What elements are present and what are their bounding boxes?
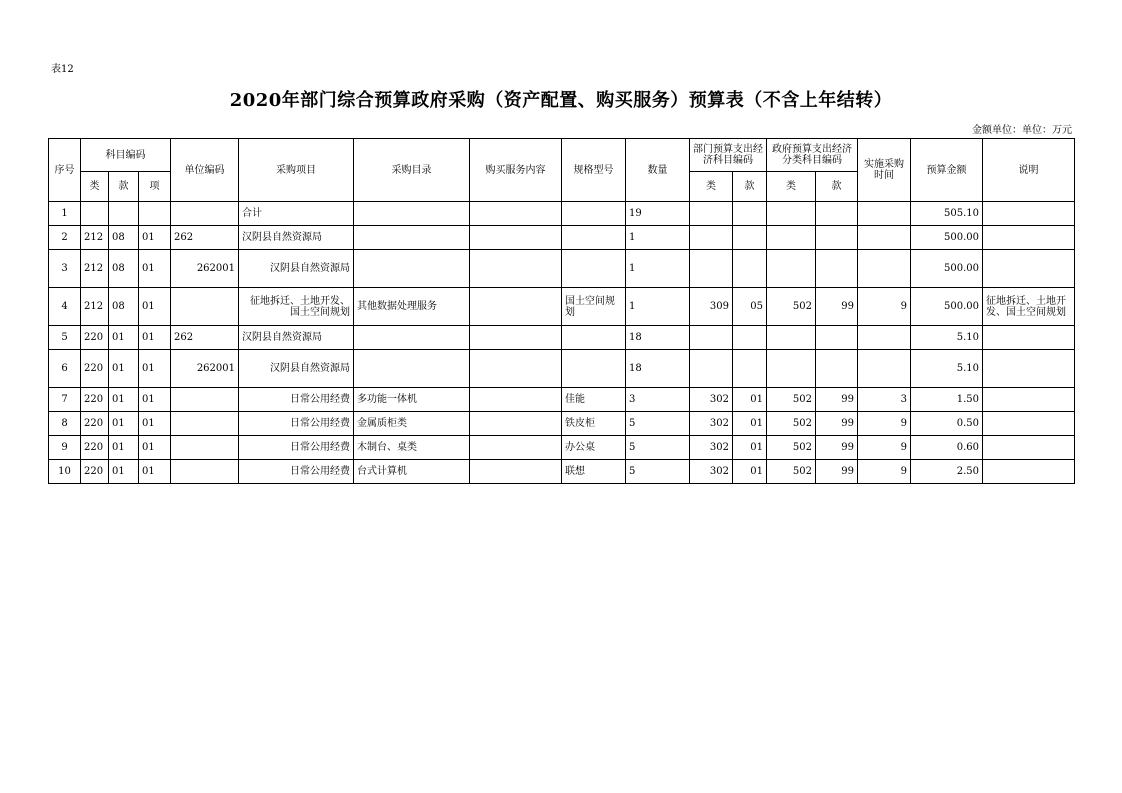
cell-dept-lei: 302 (690, 412, 733, 436)
cell-project: 汉阴县自然资源局 (239, 250, 354, 288)
cell-xiang: 01 (139, 460, 171, 484)
table-row (49, 326, 1075, 350)
cell-qty: 18 (626, 326, 690, 350)
cell-qty: 19 (626, 202, 690, 226)
cell-dept-lei (690, 250, 733, 288)
cell-xiang: 01 (139, 288, 171, 326)
cell-gov-kuan (816, 326, 858, 350)
cell-project: 征地拆迁、土地开发、国土空间规划 (239, 288, 354, 326)
header-gov-lei: 类 (767, 172, 816, 202)
cell-kuan: 01 (109, 412, 139, 436)
cell-gov-lei (767, 202, 816, 226)
cell-gov-kuan: 99 (816, 388, 858, 412)
cell-lei: 212 (81, 250, 109, 288)
cell-time: 9 (858, 288, 911, 326)
cell-seq: 5 (49, 326, 81, 350)
cell-xiang: 01 (139, 326, 171, 350)
cell-unit-code (171, 288, 239, 326)
cell-time (858, 202, 911, 226)
cell-project: 日常公用经费 (239, 436, 354, 460)
cell-kuan: 08 (109, 288, 139, 326)
header-lei: 类 (81, 172, 109, 202)
cell-spec: 佳能 (562, 388, 626, 412)
cell-project: 汉阴县自然资源局 (239, 350, 354, 388)
cell-project: 合计 (239, 202, 354, 226)
cell-catalog (354, 350, 470, 388)
cell-spec (562, 226, 626, 250)
cell-kuan (109, 202, 139, 226)
cell-unit-code: 262001 (171, 350, 239, 388)
cell-time (858, 226, 911, 250)
header-service: 购买服务内容 (470, 139, 562, 202)
header-xiang: 项 (139, 172, 171, 202)
table-row (49, 436, 1075, 460)
table-row (49, 288, 1075, 326)
header-seq: 序号 (49, 139, 81, 202)
cell-dept-kuan: 01 (733, 412, 767, 436)
cell-seq: 6 (49, 350, 81, 388)
cell-note (983, 326, 1075, 350)
cell-lei: 220 (81, 436, 109, 460)
cell-note (983, 350, 1075, 388)
cell-catalog (354, 202, 470, 226)
header-note: 说明 (983, 139, 1075, 202)
header-gov-econ: 政府预算支出经济分类科目编码 (767, 139, 858, 172)
cell-gov-lei: 502 (767, 412, 816, 436)
cell-dept-kuan (733, 226, 767, 250)
cell-catalog: 金属质柜类 (354, 412, 470, 436)
cell-lei: 220 (81, 388, 109, 412)
header-unit-code: 单位编码 (171, 139, 239, 202)
cell-gov-kuan: 99 (816, 460, 858, 484)
cell-gov-lei: 502 (767, 436, 816, 460)
cell-project: 日常公用经费 (239, 460, 354, 484)
cell-catalog (354, 226, 470, 250)
cell-lei: 220 (81, 412, 109, 436)
table-row (49, 350, 1075, 388)
table-row (49, 388, 1075, 412)
cell-dept-kuan: 01 (733, 460, 767, 484)
cell-gov-lei: 502 (767, 388, 816, 412)
cell-time: 9 (858, 436, 911, 460)
cell-time (858, 326, 911, 350)
header-amount: 预算金额 (911, 139, 983, 202)
cell-gov-kuan (816, 202, 858, 226)
cell-amount: 500.00 (911, 288, 983, 326)
cell-unit-code (171, 460, 239, 484)
cell-catalog: 台式计算机 (354, 460, 470, 484)
cell-amount: 5.10 (911, 350, 983, 388)
cell-note (983, 226, 1075, 250)
cell-dept-kuan (733, 326, 767, 350)
cell-kuan: 01 (109, 436, 139, 460)
header-qty: 数量 (626, 139, 690, 202)
cell-spec (562, 250, 626, 288)
cell-gov-lei (767, 326, 816, 350)
cell-note (983, 388, 1075, 412)
table-row (49, 250, 1075, 288)
cell-service (470, 202, 562, 226)
table-row (49, 226, 1075, 250)
cell-seq: 4 (49, 288, 81, 326)
cell-gov-lei (767, 250, 816, 288)
cell-time: 3 (858, 388, 911, 412)
cell-lei: 220 (81, 326, 109, 350)
cell-amount: 0.50 (911, 412, 983, 436)
cell-gov-kuan (816, 226, 858, 250)
header-catalog: 采购目录 (354, 139, 470, 202)
cell-xiang: 01 (139, 388, 171, 412)
cell-seq: 1 (49, 202, 81, 226)
cell-kuan: 01 (109, 350, 139, 388)
cell-project: 汉阴县自然资源局 (239, 226, 354, 250)
cell-unit-code (171, 202, 239, 226)
cell-unit-code: 262001 (171, 250, 239, 288)
cell-time: 9 (858, 460, 911, 484)
table-row (49, 202, 1075, 226)
cell-gov-kuan (816, 350, 858, 388)
cell-lei: 212 (81, 288, 109, 326)
cell-note: 征地拆迁、土地开发、国土空间规划 (983, 288, 1075, 326)
cell-lei: 220 (81, 350, 109, 388)
cell-dept-lei (690, 350, 733, 388)
header-subject-code: 科目编码 (81, 139, 171, 172)
cell-dept-kuan: 05 (733, 288, 767, 326)
cell-service (470, 350, 562, 388)
table-row (49, 460, 1075, 484)
cell-dept-lei (690, 226, 733, 250)
cell-service (470, 226, 562, 250)
cell-spec (562, 202, 626, 226)
cell-unit-code (171, 388, 239, 412)
cell-dept-lei: 302 (690, 388, 733, 412)
cell-gov-kuan: 99 (816, 412, 858, 436)
cell-service (470, 250, 562, 288)
cell-amount: 500.00 (911, 250, 983, 288)
cell-unit-code (171, 436, 239, 460)
header-dept-lei: 类 (690, 172, 733, 202)
cell-qty: 5 (626, 412, 690, 436)
cell-seq: 3 (49, 250, 81, 288)
cell-spec (562, 350, 626, 388)
cell-xiang: 01 (139, 250, 171, 288)
cell-project: 日常公用经费 (239, 388, 354, 412)
cell-service (470, 388, 562, 412)
cell-catalog (354, 250, 470, 288)
cell-catalog (354, 326, 470, 350)
cell-kuan: 01 (109, 388, 139, 412)
cell-time: 9 (858, 412, 911, 436)
cell-spec: 铁皮柜 (562, 412, 626, 436)
budget-table (48, 138, 1075, 484)
amount-unit-note: 金额单位：单位：万元 (972, 125, 1072, 136)
cell-note (983, 460, 1075, 484)
cell-gov-lei (767, 350, 816, 388)
table-number: 表12 (51, 64, 74, 75)
table-row (49, 412, 1075, 436)
header-spec: 规格型号 (562, 139, 626, 202)
cell-amount: 505.10 (911, 202, 983, 226)
cell-amount: 500.00 (911, 226, 983, 250)
cell-amount: 0.60 (911, 436, 983, 460)
cell-note (983, 250, 1075, 288)
cell-dept-kuan (733, 202, 767, 226)
header-dept-econ: 部门预算支出经济科目编码 (690, 139, 767, 172)
cell-project: 汉阴县自然资源局 (239, 326, 354, 350)
cell-dept-kuan: 01 (733, 388, 767, 412)
cell-dept-lei (690, 326, 733, 350)
cell-dept-lei (690, 202, 733, 226)
cell-dept-lei: 302 (690, 460, 733, 484)
cell-service (470, 436, 562, 460)
cell-gov-kuan (816, 250, 858, 288)
cell-project: 日常公用经费 (239, 412, 354, 436)
cell-gov-kuan: 99 (816, 288, 858, 326)
cell-unit-code: 262 (171, 326, 239, 350)
cell-xiang: 01 (139, 436, 171, 460)
header-time: 实施采购时间 (858, 139, 911, 202)
cell-kuan: 01 (109, 326, 139, 350)
cell-catalog: 木制台、桌类 (354, 436, 470, 460)
cell-service (470, 460, 562, 484)
cell-seq: 8 (49, 412, 81, 436)
cell-xiang: 01 (139, 226, 171, 250)
cell-note (983, 202, 1075, 226)
cell-service (470, 412, 562, 436)
cell-amount: 2.50 (911, 460, 983, 484)
cell-service (470, 288, 562, 326)
cell-gov-kuan: 99 (816, 436, 858, 460)
cell-dept-kuan (733, 250, 767, 288)
cell-qty: 3 (626, 388, 690, 412)
cell-dept-kuan: 01 (733, 436, 767, 460)
cell-spec: 国土空间规划 (562, 288, 626, 326)
cell-dept-lei: 309 (690, 288, 733, 326)
cell-spec: 联想 (562, 460, 626, 484)
cell-time (858, 350, 911, 388)
cell-seq: 2 (49, 226, 81, 250)
cell-lei (81, 202, 109, 226)
cell-qty: 1 (626, 226, 690, 250)
cell-service (470, 326, 562, 350)
cell-kuan: 08 (109, 250, 139, 288)
cell-amount: 5.10 (911, 326, 983, 350)
cell-qty: 1 (626, 288, 690, 326)
cell-catalog: 多功能一体机 (354, 388, 470, 412)
header-kuan: 款 (109, 172, 139, 202)
cell-gov-lei: 502 (767, 288, 816, 326)
cell-amount: 1.50 (911, 388, 983, 412)
cell-seq: 7 (49, 388, 81, 412)
cell-catalog: 其他数据处理服务 (354, 288, 470, 326)
cell-spec: 办公桌 (562, 436, 626, 460)
cell-unit-code (171, 412, 239, 436)
cell-lei: 212 (81, 226, 109, 250)
cell-unit-code: 262 (171, 226, 239, 250)
cell-qty: 18 (626, 350, 690, 388)
cell-lei: 220 (81, 460, 109, 484)
header-dept-kuan: 款 (733, 172, 767, 202)
cell-seq: 9 (49, 436, 81, 460)
cell-spec (562, 326, 626, 350)
cell-kuan: 08 (109, 226, 139, 250)
cell-xiang (139, 202, 171, 226)
page-title: 2020年部门综合预算政府采购（资产配置、购买服务）预算表（不含上年结转） (229, 90, 893, 111)
cell-gov-lei (767, 226, 816, 250)
cell-xiang: 01 (139, 350, 171, 388)
header-gov-kuan: 款 (816, 172, 858, 202)
cell-qty: 1 (626, 250, 690, 288)
cell-xiang: 01 (139, 412, 171, 436)
cell-kuan: 01 (109, 460, 139, 484)
cell-dept-kuan (733, 350, 767, 388)
cell-note (983, 412, 1075, 436)
cell-qty: 5 (626, 460, 690, 484)
cell-seq: 10 (49, 460, 81, 484)
cell-dept-lei: 302 (690, 436, 733, 460)
header-project: 采购项目 (239, 139, 354, 202)
cell-time (858, 250, 911, 288)
cell-note (983, 436, 1075, 460)
cell-gov-lei: 502 (767, 460, 816, 484)
cell-qty: 5 (626, 436, 690, 460)
